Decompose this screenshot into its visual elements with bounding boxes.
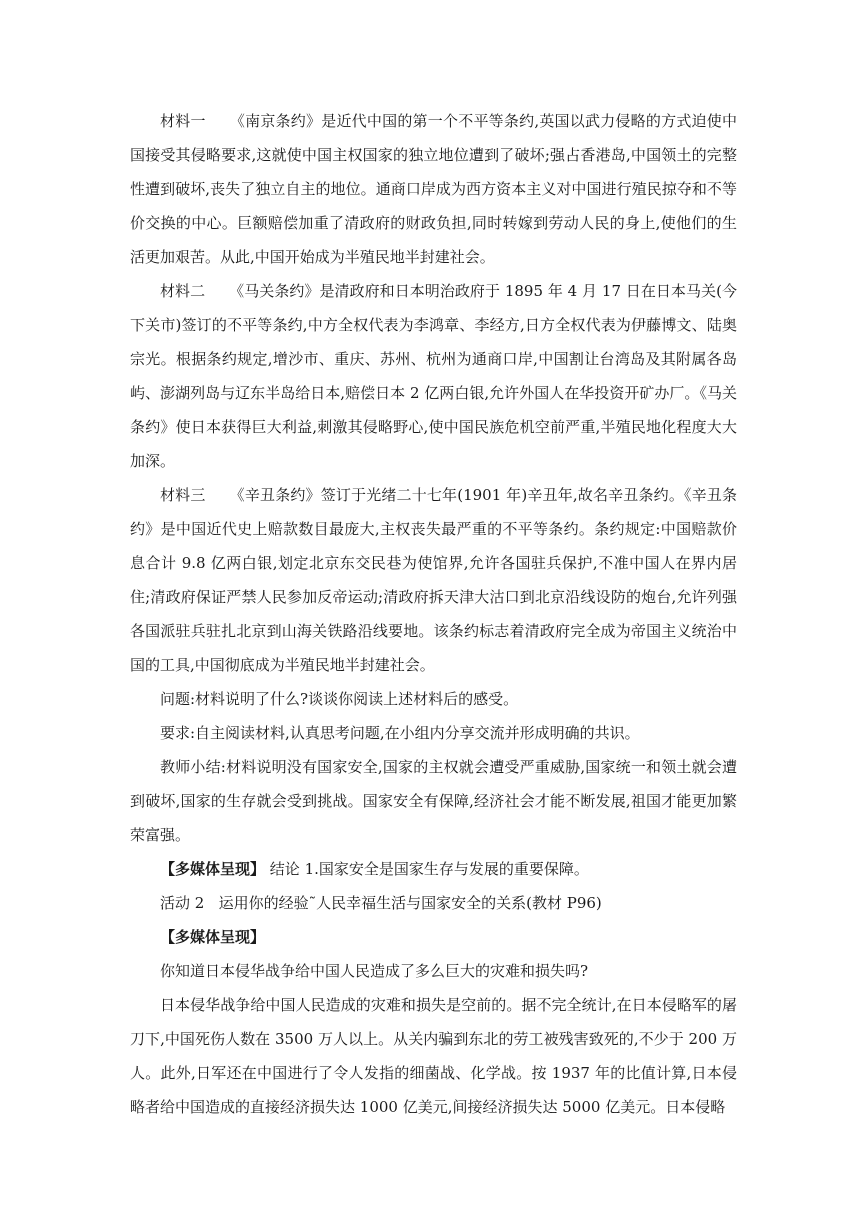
teacher-summary-paragraph: 教师小结:材料说明没有国家安全,国家的主权就会遭受严重威胁,国家统一和领土就会遭到破坏,国家的生存就会受到挑战。国家安全有保障,经济社会才能不断发展,祖国才能更加繁荣富强。 (130, 758, 738, 844)
material-2-paragraph (130, 274, 737, 478)
question-paragraph: 问题:材料说明了什么?谈谈你阅读上述材料后的感受。 (160, 690, 519, 708)
conclusion-paragraph (130, 852, 737, 886)
activity-2-label: 活动 2 (160, 894, 205, 912)
answer-paragraph: 日本侵华战争给中国人民造成的灾难和损失是空前的。据不完全统计,在日本侵略军的屠刀下,中国死伤人数在 3500 万人以上。从关内骗到东北的劳工被残害致死的,不少于 200 万人。此外,日军还在中国进行了令人发指的细菌战、化学战。按 1937 年的比值计算,日本侵略者给中国造成的直接经济损失达 1000 亿美元,间接经济损失达 5000 亿美元。日本侵略 (130, 996, 737, 1116)
ask-paragraph: 你知道日本侵华战争给中国人民造成了多么巨大的灾难和损失吗? (160, 962, 589, 980)
material-3-paragraph (130, 478, 737, 682)
activity-2-text: 运用你的经验˜人民幸福生活与国家安全的关系(教材 P96) (218, 894, 602, 912)
multimedia-tag: 【多媒体呈现】 (160, 928, 266, 946)
multimedia-heading (130, 920, 737, 954)
conclusion-text: 结论 1.国家安全是国家生存与发展的重要保障。 (269, 860, 589, 878)
material-3-text: 《辛丑条约》签订于光绪二十七年(1901 年)辛丑年,故名辛丑条约。《辛丑条约》是中国近代史上赔款数目最庞大,主权丧失最严重的不平等条约。条约规定:中国赔款价息合计 9.8 亿两白银,划定北京东交民巷为使馆界,允许各国驻兵保护,不准中国人在界内居住;清政府保证严禁人民参加反帝运动;清政府拆天津大沽口到北京沿线设防的炮台,允许列强各国派驻兵驻扎北京到山海关铁路沿线要地。该条约标志着清政府完全成为帝国主义统治中国的工具,中国彻底成为半殖民地半封建社会。 (130, 486, 737, 674)
material-1-paragraph (130, 104, 737, 274)
material-2-label: 材料二 (160, 282, 206, 300)
material-3-label: 材料三 (160, 486, 206, 504)
material-1-text: 《南京条约》是近代中国的第一个不平等条约,英国以武力侵略的方式迫使中国接受其侵略要求,这就使中国主权国家的独立地位遭到了破坏;强占香港岛,中国领土的完整性遭到破坏,丧失了独立自主的地位。通商口岸成为西方资本主义对中国进行殖民掠夺和不等价交换的中心。巨额赔偿加重了清政府的财政负担,同时转嫁到劳动人民的身上,使他们的生活更加艰苦。从此,中国开始成为半殖民地半封建社会。 (130, 112, 737, 266)
material-2-text: 《马关条约》是清政府和日本明治政府于 1895 年 4 月 17 日在日本马关(今下关市)签订的不平等条约,中方全权代表为李鸿章、李经方,日方全权代表为伊藤博文、陆奥宗光。根据条约规定,增沙市、重庆、苏州、杭州为通商口岸,中国割让台湾岛及其附属各岛屿、澎湖列岛与辽东半岛给日本,赔偿日本 2 亿两白银,允许外国人在华投资开矿办厂。《马关条约》使日本获得巨大利益,刺激其侵略野心,使中国民族危机空前严重,半殖民地化程度大大加深。 (130, 282, 737, 470)
requirement-paragraph: 要求:自主阅读材料,认真思考问题,在小组内分享交流并形成明确的共识。 (160, 724, 640, 742)
material-1-label: 材料一 (160, 112, 206, 130)
activity-2-paragraph (130, 886, 737, 920)
multimedia-tag: 【多媒体呈现】 (160, 860, 266, 878)
document-body (130, 104, 737, 1124)
